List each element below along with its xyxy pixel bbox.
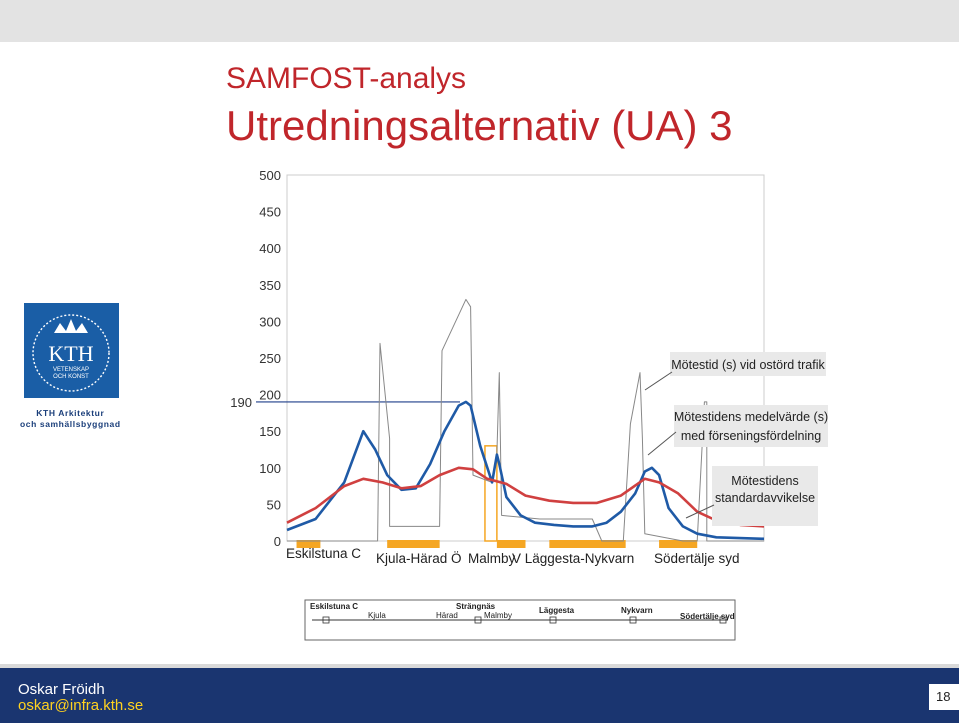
annotation-3b: standardavvikelse <box>714 491 816 505</box>
logo-caption-line1: KTH Arkitektur <box>36 408 105 418</box>
y-tick-label: 100 <box>259 460 281 476</box>
y-tick-label: 450 <box>259 204 281 220</box>
y-tick-label: 350 <box>259 277 281 293</box>
footer-bar <box>0 668 959 723</box>
svg-text:VETENSKAP: VETENSKAP <box>52 367 90 373</box>
annotation-2b: med förseningsfördelning <box>680 429 822 443</box>
x-label: Eskilstuna C <box>286 546 362 561</box>
annotation-2a: Mötestidens medelvärde (s) <box>673 410 829 424</box>
station-marker-bar <box>387 540 439 548</box>
y-tick-label: 0 <box>273 534 281 549</box>
track-station-label: Strängnäs <box>456 602 496 611</box>
y-tick-label: 150 <box>259 424 281 440</box>
logo-caption-line2: och samhällsbyggnad <box>20 419 121 429</box>
x-label: V Läggesta-Nykvarn <box>512 551 635 566</box>
track-station-label: Läggesta <box>539 606 575 615</box>
slide-title-line2: Utredningsalternativ (UA) 3 <box>226 102 733 149</box>
track-station-label: Nykvarn <box>621 606 653 615</box>
station-marker-bar <box>497 540 526 548</box>
y-tick-label: 400 <box>259 241 281 257</box>
logo-kth-text: KTH <box>48 341 94 366</box>
y-tick-label: 50 <box>266 497 281 513</box>
y-marker-label: 190 <box>230 394 252 410</box>
svg-text:OCH KONST: OCH KONST <box>53 374 89 380</box>
y-tick-label: 500 <box>259 168 281 183</box>
track-station-label: Eskilstuna C <box>310 602 359 611</box>
x-label: Malmby <box>468 551 516 566</box>
footer-email[interactable]: oskar@infra.kth.se <box>18 697 144 714</box>
annotation-1: Mötestid (s) vid ostörd trafik <box>671 358 825 372</box>
y-tick-label: 300 <box>259 314 281 330</box>
page-number: 18 <box>936 689 951 704</box>
track-station-label: Härad <box>436 611 458 620</box>
y-tick-label: 200 <box>259 387 281 403</box>
track-station-label: Malmby <box>484 611 513 620</box>
y-tick-label: 250 <box>259 351 281 366</box>
annotation-3a: Mötestidens <box>731 474 799 488</box>
slide-title-line1: SAMFOST-analys <box>226 62 467 95</box>
track-station-label: Södertälje syd <box>680 612 735 621</box>
x-label: Kjula-Härad Ö <box>376 551 462 566</box>
footer-name: Oskar Fröidh <box>18 681 105 698</box>
x-label: Södertälje syd <box>654 551 740 566</box>
track-station-label: Kjula <box>368 611 386 620</box>
